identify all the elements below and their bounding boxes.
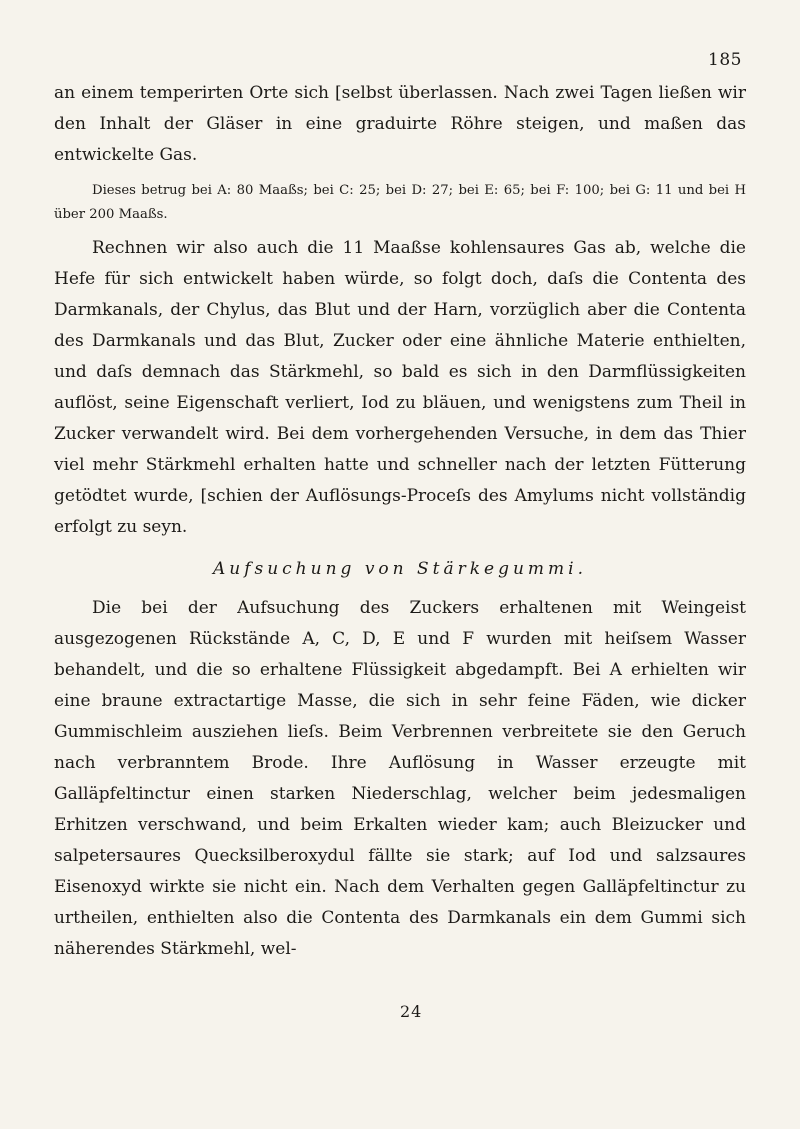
paragraph-conclusion: Rechnen wir also auch die 11 Maaßse kohlensaures Gas ab, welche die Hefe für sich entwickelt haben würde, so folgt doch, daſs die Contenta des Darmkanals, der Chylus, das Blut und der Harn, vorzüglich aber die Contenta des Darmkanals und das Blut, Zucker oder eine ähnliche Materie enthielten, und daſs demnach das Stärkmehl, so bald es sich in den Darmflüssigkeiten auflöst, seine Eigenschaft verliert, Iod zu bläuen, und wenigstens zum Theil in Zucker verwandelt wird. Bei dem vorhergehenden Versuche, in dem das Thier viel mehr Stärkmehl erhalten hatte und schneller nach der letzten Fütterung getödtet wurde, [schien der Auflösungs-Proceſs des Amylums nicht vollständig erfolgt zu seyn.	[54, 238, 746, 537]
page-number: 185	[708, 50, 742, 70]
signature-mark: 24	[400, 1002, 423, 1021]
measurement-note: Dieses betrug bei A: 80 Maaßs; bei C: 25; bei D: 27; bei E: 65; bei F: 100; bei G: 11 und bei H über 200 Maaßs.	[54, 183, 746, 222]
paragraph-starch-gum: Die bei der Aufsuchung des Zuckers erhaltenen mit Weingeist ausgezogenen Rückstände A, C, D, E und F wurden mit heiſsem Wasser behandelt, und die so erhaltene Flüssigkeit abgedampft. Bei A erhielten wir eine braune extractartige Masse, die sich in sehr feine Fäden, wie dicker Gummischleim ausziehen lieſs. Beim Verbrennen verbreitete sie den Geruch nach verbranntem Brode. Ihre Auflösung in Wasser erzeugte mit Galläpfeltinctur einen starken Niederschlag, welcher beim jedesmaligen Erhitzen verschwand, und beim Erkalten wieder kam; auch Bleizucker und salpetersaures Quecksilberoxydul fällte sie stark; auf Iod und salzsaures Eisenoxyd wirkte sie nicht ein. Nach dem Verhalten gegen Galläpfeltinctur zu urtheilen, enthielten also die Contenta des Darmkanals ein dem Gummi sich näherendes Stärkmehl, wel-	[54, 598, 746, 959]
paragraph-continuation: an einem temperirten Orte sich [selbst überlassen. Nach zwei Tagen ließen wir den Inhalt der Gläser in eine graduirte Röhre steigen, und maßen das entwickelte Gas.	[54, 83, 746, 165]
section-heading: Aufsuchung von Stärkegummi.	[212, 559, 588, 579]
page-content	[54, 78, 746, 965]
